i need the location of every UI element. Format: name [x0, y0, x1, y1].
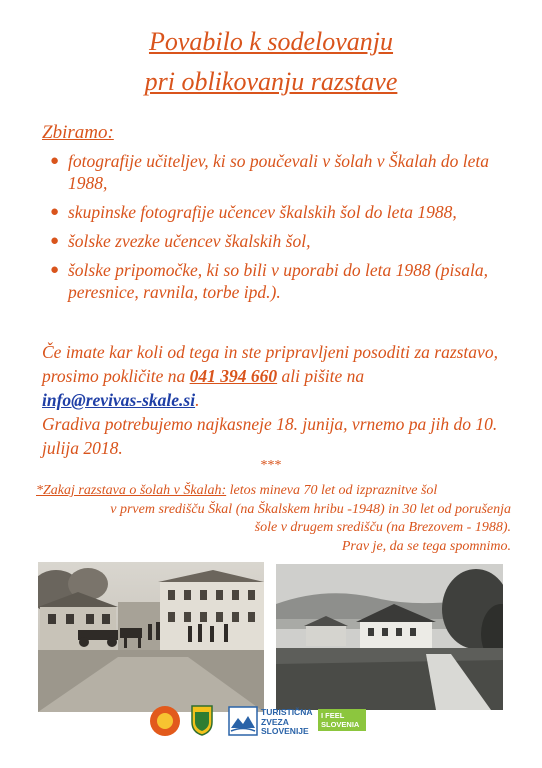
title-line-2: pri oblikovanju razstave	[144, 67, 398, 96]
tzs-logo-icon	[228, 706, 258, 736]
contact-paragraph: Če imate kar koli od tega in ste pripravljeni posoditi za razstavo, prosimo pokličite na 041 394 660 ali pišite na info@revivas-skale.si. Gradiva potrebujemo najkasneje 18. junija, vrnemo pa jih do 10. julija 2018.	[42, 342, 498, 458]
bullet-icon: ●	[50, 262, 60, 278]
collect-list	[40, 150, 510, 310]
municipal-coat-of-arms-icon	[190, 704, 214, 736]
collect-heading: Zbiramo:	[42, 122, 114, 143]
list-item: ● skupinske fotografije učencev škalskih šol do leta 1988,	[50, 202, 457, 222]
list-item: ● fotografije učiteljev, ki so poučevali v šolah v Škalah do leta 1988,	[50, 151, 490, 193]
bullet-icon: ●	[50, 233, 60, 249]
footnote-label: *Zakaj razstava o šolah v Škalah:	[36, 483, 227, 498]
bullet-icon: ●	[50, 153, 60, 169]
historic-photo-village	[38, 562, 264, 712]
list-item: ● šolske zvezke učencev škalskih šol,	[50, 231, 311, 251]
list-item: ● šolske pripomočke, ki so bili v uporabi do leta 1988 (pisala, peresnice, ravnila, torbe ipd.).	[50, 260, 488, 302]
email-link[interactable]: info@revivas-skale.si	[42, 390, 196, 410]
deadline-text: Gradiva potrebujemo najkasneje 18. junija, vrnemo pa jih do 10. julija 2018.	[42, 414, 498, 458]
revivas-logo-icon	[148, 704, 182, 738]
phone-number[interactable]: 041 394 660	[189, 366, 278, 386]
tzs-logo-text: TURISTIČNA ZVEZA SLOVENIJE	[261, 707, 313, 736]
i-feel-slovenia-logo: I FEEL SLOVENIA	[318, 709, 366, 731]
title-line-1: Povabilo k sodelovanju	[148, 27, 394, 56]
footnote: *Zakaj razstava o šolah v Škalah: letos mineva 70 let od izpraznitve šol v prvem središču Škal (na Škalskem hribu -1948) in 30 let od porušenja šole v drugem središču (na Brezovem - 1988). Prav je, da se tega spomnimo.	[36, 483, 511, 554]
bullet-icon: ●	[50, 204, 60, 220]
separator: ***	[260, 458, 282, 473]
historic-photo-landscape	[276, 564, 503, 710]
